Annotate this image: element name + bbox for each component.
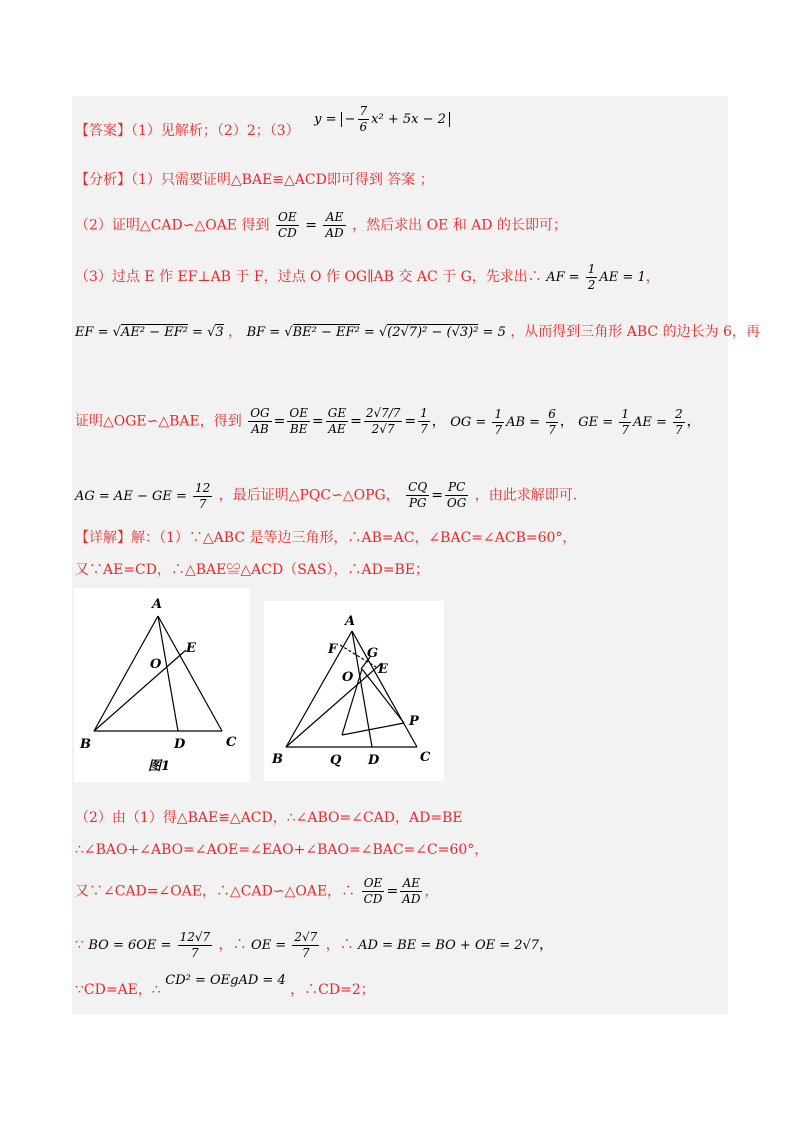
- analysis-line6: AG = AE − GE = $\frac{12}{7}$ ，最后证明△PQC∽△OPG， $\frac{CQ}{PG}$ = $\frac{PC}{OG}$ ，由此求解即可.: [75, 480, 578, 511]
- detail-line6: ∵ BO = 6OE = $\frac{12√7}{7}$ ，∴ OE = $\frac{2√7}{7}$ ，∴ AD = BE = BO + OE = 2√7，: [75, 930, 554, 960]
- analysis-text-4: ，从而得到三角形 ABC 的边长为 6，再: [510, 324, 760, 340]
- detail-text-5: 又∵∠CAD=∠OAE，∴△CAD∽△OAE，∴: [75, 883, 356, 900]
- analysis-line3: （3）过点 E 作 EF⊥AB 于 F，过点 O 作 OG∥AB 交 AC 于 G，先求出∴ AF = $\frac{1}{2}$ AE = 1，: [75, 262, 660, 292]
- fraction-oe-cd: $\frac{OE}{CD}$: [277, 210, 297, 240]
- answer-formula: y = − $\frac{7}{6}$ x² + 5x − 2: [314, 112, 450, 127]
- fig1-label-E: E: [186, 641, 196, 656]
- detail-line4: [75, 840, 720, 860]
- math-af: AF = $\frac{1}{2}$ AE = 1: [546, 262, 646, 292]
- analysis-text-6a: ，最后证明△PQC∽△OPG，: [218, 487, 400, 504]
- detail-line3: [75, 808, 720, 828]
- analysis-line1: [75, 170, 720, 190]
- detail-text-2: 又∵AE=CD，∴△BAE≌△ACD（SAS），∴AD=BE；: [75, 562, 430, 578]
- fig2-label-E: E: [378, 662, 388, 677]
- fig2-label-G: G: [367, 646, 379, 661]
- analysis-text-2b: ，然后求出 OE 和 AD 的长即可；: [352, 217, 567, 234]
- math-ef: EF = √AE² − EF² = √3: [75, 325, 224, 340]
- fig2-label-Q: Q: [330, 753, 342, 768]
- detail-text-4: ∴∠BAO+∠ABO=∠AOE=∠EAO+∠BAO=∠BAC=∠C=60°，: [75, 842, 489, 858]
- detail-text-1: 解：（1）∵△ABC 是等边三角形，∴AB=AC，∠BAC=∠ACB=60°，: [131, 530, 577, 546]
- fig2-label-P: P: [409, 714, 419, 729]
- fig1-label-D: D: [174, 737, 186, 752]
- math-bf: BF = √BE² − EF² = √(2√7)² − (√3)² = 5: [246, 325, 506, 340]
- analysis-text-6b: ，由此求解即可.: [474, 487, 578, 504]
- fig2-label-B: B: [272, 752, 283, 767]
- figure-2: [264, 601, 444, 781]
- analysis-text-2a: （2）证明△CAD∽△OAE 得到: [75, 217, 270, 234]
- detail-line1: [75, 528, 720, 548]
- analysis-text-1: （1）只需要证明△BAE≌△ACD即可得到 答案 ；: [131, 172, 434, 188]
- fig1-caption: 图1: [148, 759, 171, 774]
- analysis-text-3a: （3）过点 E 作 EF⊥AB 于 F，过点 O 作 OG∥AB 交 AC 于 G，先求出∴: [75, 269, 542, 285]
- fig2-label-D: D: [368, 753, 380, 768]
- fig2-label-O: O: [342, 670, 354, 685]
- detail-line7: ∵CD=AE，∴ CD² = OEgAD = 4 ，∴CD=2；: [75, 973, 375, 998]
- analysis-text-5: 证明△OGE∽△BAE，得到: [75, 413, 242, 430]
- fig1-label-B: B: [80, 737, 91, 752]
- answer-label: 【答案】: [75, 123, 131, 139]
- answer-row: [75, 104, 720, 147]
- analysis-line4: EF = √AE² − EF² = √3 ， BF = √BE² − EF² = √(2√7)² − (√3)² = 5 ，从而得到三角形 ABC 的边长为 6，再: [75, 324, 760, 340]
- detail-line2: [75, 560, 720, 580]
- analysis-label: 【分析】: [75, 172, 131, 188]
- fig1-label-A: A: [152, 597, 163, 612]
- detail-label: 【详解】: [75, 530, 131, 546]
- fig2-label-C: C: [420, 750, 431, 765]
- detail-text-3: （2）由（1）得△BAE≌△ACD，∴∠ABO=∠CAD，AD=BE: [75, 810, 463, 826]
- analysis-line5: 证明△OGE∽△BAE，得到 $\frac{OG}{AB}$ = $\frac{OE}{BE}$ = $\frac{GE}{AE}$ = $\frac{2√7/7}{2√7}$ = $\frac{1}{7}$ ， OG = $\frac{1}{7}$ AB = $\frac{6}{7}$ ， GE = $\frac{1}{7}$ AE = $\frac{2}{7}$ ，: [75, 406, 701, 437]
- answer-parts: （1）见解析；（2）2；（3）: [131, 123, 300, 139]
- fig1-label-C: C: [226, 735, 237, 750]
- figure-1: [74, 588, 250, 782]
- fig2-label-F: F: [328, 642, 338, 657]
- fraction-ae-ad: $\frac{AE}{AD}$: [325, 210, 344, 240]
- detail-line5: 又∵∠CAD=∠OAE，∴△CAD∽△OAE，∴ $\frac{OE}{CD}$ = $\frac{AE}{AD}$ ，: [75, 876, 439, 906]
- fig2-label-A: A: [345, 614, 356, 629]
- fig1-label-O: O: [150, 657, 162, 672]
- analysis-line2: （2）证明△CAD∽△OAE 得到 $\frac{OE}{CD}$ = $\frac{AE}{AD}$ ，然后求出 OE 和 AD 的长即可；: [75, 210, 567, 240]
